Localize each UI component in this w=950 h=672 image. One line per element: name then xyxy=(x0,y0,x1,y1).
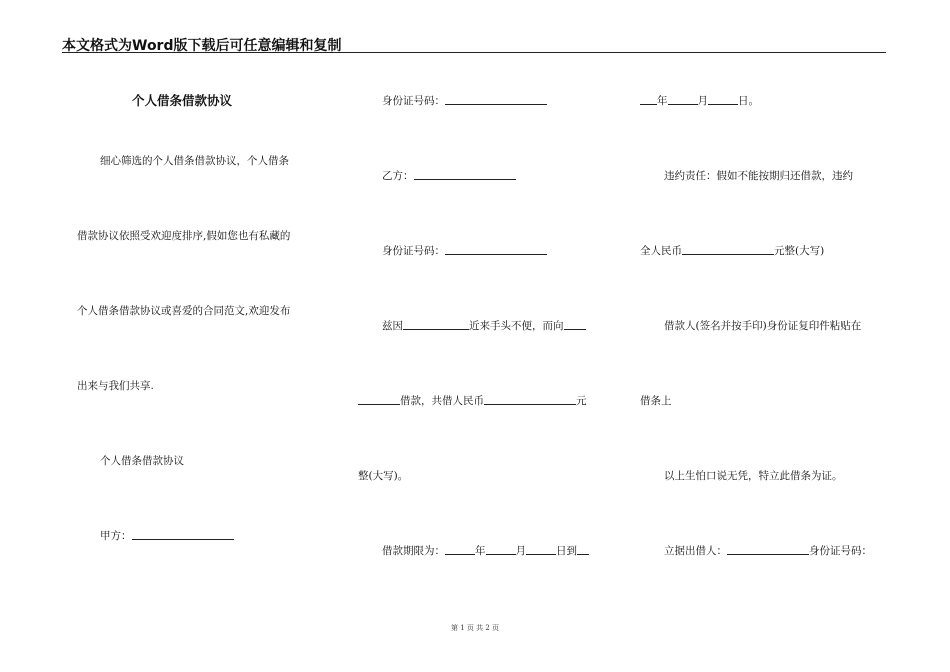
all-rmb-line xyxy=(640,244,824,258)
year-text: 年 xyxy=(475,545,486,557)
agreement-subtitle: 个人借条借款协议 xyxy=(100,455,184,467)
lender-name-blank xyxy=(358,394,400,405)
end-month-blank xyxy=(668,94,698,105)
oral-line: 以上生怕口说无凭，特立此借条为证。 xyxy=(664,470,843,482)
issuer-line xyxy=(664,544,872,558)
id-number-blank xyxy=(445,94,547,105)
lender-blank xyxy=(564,319,586,330)
party-a-line xyxy=(100,529,234,543)
party-a-label: 甲方： xyxy=(100,530,132,542)
intro-line-2: 借款协议依照受欢迎度排序,假如您也有私藏的 xyxy=(77,230,291,242)
document-header-title: 本文格式为Word版下载后可任意编辑和复制 xyxy=(62,38,342,54)
breach-line: 违约责任：假如不能按期归还借款，违约 xyxy=(664,170,853,182)
all-rmb-label: 全人民币 xyxy=(640,245,682,257)
reason-label: 兹因 xyxy=(382,320,403,332)
id-number-line-2 xyxy=(382,244,547,258)
end-day-blank xyxy=(708,94,738,105)
loan-period-line xyxy=(382,544,589,558)
party-b-blank xyxy=(414,169,516,180)
end-year-blank xyxy=(640,94,657,105)
day-blank xyxy=(526,544,556,555)
party-b-label: 乙方： xyxy=(382,170,414,182)
reason-blank xyxy=(403,319,469,330)
loan-period-label: 借款期限为： xyxy=(382,545,445,557)
id-number-label: 身份证号码： xyxy=(382,95,445,107)
issuer-blank xyxy=(727,544,809,555)
reason-text: 近来手头不便，而向 xyxy=(469,320,564,332)
page-number: 第 1 页 共 2 页 xyxy=(450,624,500,632)
intro-line-1: 细心筛选的个人借条借款协议，个人借条 xyxy=(100,155,289,167)
party-b-line xyxy=(382,169,516,183)
id-number-label: 身份证号码： xyxy=(382,245,445,257)
month-blank xyxy=(486,544,516,555)
month-text: 月 xyxy=(515,545,526,557)
end-year-blank xyxy=(577,544,589,555)
amount-blank xyxy=(484,394,576,405)
penalty-amount-blank xyxy=(682,244,774,255)
day-text: 日。 xyxy=(738,95,759,107)
reason-line xyxy=(382,319,586,333)
borrower-id-line: 借款人(签名并按手印)身份证复印件粘贴在 xyxy=(664,320,862,332)
id-number-line-1 xyxy=(382,94,547,108)
issuer-label: 立据出借人： xyxy=(664,545,727,557)
yuan-text: 元 xyxy=(576,395,587,407)
day-to-text: 日到 xyxy=(556,545,577,557)
year-blank xyxy=(445,544,475,555)
year-text: 年 xyxy=(657,95,668,107)
party-a-blank xyxy=(132,529,234,540)
borrow-amount-line xyxy=(358,394,587,408)
agreement-title: 个人借条借款协议 xyxy=(132,93,233,108)
yuan-capital-text: 元整(大写) xyxy=(774,245,825,257)
capital-line: 整(大写)。 xyxy=(358,470,409,482)
borrow-label: 借款，共借人民币 xyxy=(400,395,484,407)
intro-line-3: 个人借条借款协议或喜爱的合同范文,欢迎发布 xyxy=(77,305,291,317)
end-date-line xyxy=(640,94,759,108)
id-number-blank xyxy=(445,244,547,255)
on-note-line: 借条上 xyxy=(640,395,672,407)
month-text: 月 xyxy=(697,95,708,107)
issuer-id-label: 身份证号码： xyxy=(809,545,872,557)
header-divider xyxy=(62,52,886,53)
intro-line-4: 出来与我们共享. xyxy=(77,380,154,392)
